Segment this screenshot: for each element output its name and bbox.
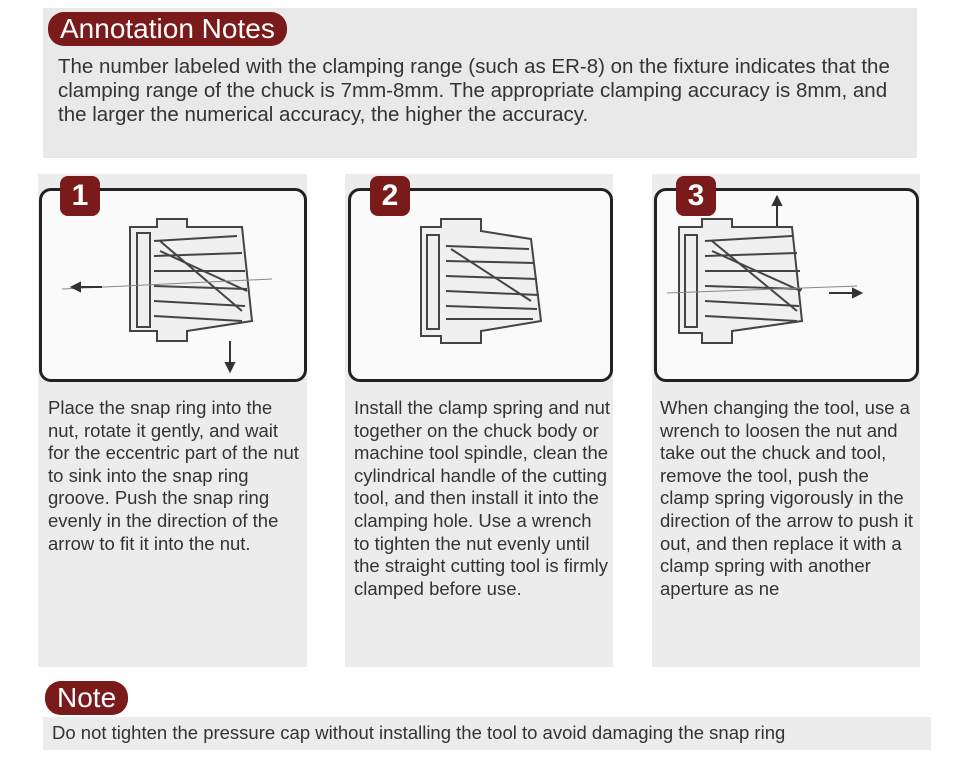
step-3-badge: 3 (676, 176, 716, 216)
step-1-badge: 1 (60, 176, 100, 216)
annotation-text: The number labeled with the clamping range (such as ER-8) on the fixture indicates that the clamping range of the chuck is 7mm-8mm. The appropriate clamping accuracy is 8mm, and the larger the numerical accuracy, the higher the accuracy. (58, 55, 890, 126)
step-2-illustration (348, 188, 613, 382)
step-2-text: Install the clamp spring and nut together on the chuck body or machine tool spindle, clean the cylindrical handle of the cutting tool, and then install it into the clamping hole. Use a wrench to tighten the nut evenly until the straight cutting tool is firmly clamped before use. (354, 397, 611, 599)
note-text: Do not tighten the pressure cap without installing the tool to avoid damaging the snap ring (52, 722, 786, 743)
step-3-text: When changing the tool, use a wrench to loosen the nut and take out the chuck and tool, remove the tool, push the clamp spring vigorously in the direction of the arrow to push it out, and then replace it with a clamp spring with another aperture as ne (660, 397, 913, 599)
step-1-illustration (39, 188, 307, 382)
step-1-text: Place the snap ring into the nut, rotate it gently, and wait for the eccentric part of the nut to sink into the snap ring groove. Push the snap ring evenly in the direction of the arrow to fit it into the nut. (48, 397, 299, 554)
note-title: Note (45, 681, 128, 715)
step-2-collet-diagram (351, 191, 610, 379)
step-1-collet-diagram (42, 191, 304, 379)
step-3-illustration (654, 188, 919, 382)
annotation-title: Annotation Notes (48, 12, 287, 46)
step-2-badge: 2 (370, 176, 410, 216)
step-3-collet-diagram (657, 191, 916, 379)
